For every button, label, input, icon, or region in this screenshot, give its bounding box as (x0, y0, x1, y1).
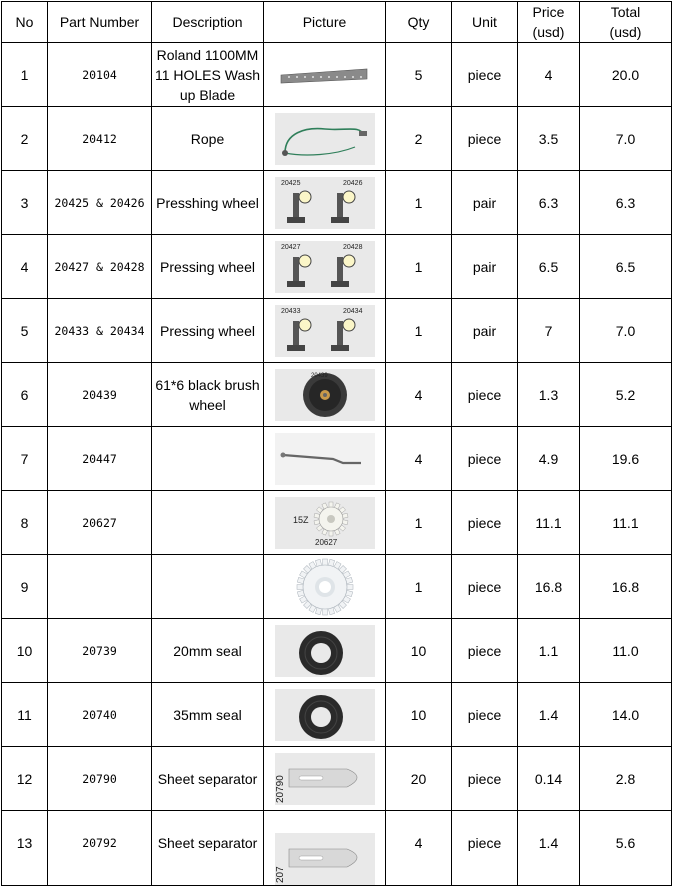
row-no: 6 (2, 363, 48, 427)
row-description: Pressing wheel (152, 299, 264, 363)
row-description: Pressing wheel (152, 235, 264, 299)
row-qty: 4 (386, 363, 452, 427)
row-unit: piece (452, 619, 518, 683)
row-qty: 1 (386, 299, 452, 363)
row-picture (264, 363, 386, 427)
row-no: 12 (2, 747, 48, 811)
row-picture (264, 43, 386, 107)
brush-wheel-icon (275, 369, 375, 421)
row-picture (264, 491, 386, 555)
row-picture (264, 427, 386, 491)
row-total: 14.0 (580, 683, 672, 747)
header-no: No (2, 2, 48, 43)
row-no: 13 (2, 811, 48, 886)
row-unit: piece (452, 363, 518, 427)
row-qty: 2 (386, 107, 452, 171)
row-part-number (48, 555, 152, 619)
header-price (518, 2, 580, 43)
row-part-number: 20740 (48, 683, 152, 747)
row-part-number: 20412 (48, 107, 152, 171)
pressing-wheel-icon (275, 305, 375, 357)
pressing-wheel-icon (275, 241, 375, 293)
svg-text:20427: 20427 (280, 243, 300, 251)
row-total: 6.5 (580, 235, 672, 299)
row-picture (264, 619, 386, 683)
table-row (2, 427, 672, 491)
row-total: 20.0 (580, 43, 672, 107)
row-price: 0.14 (518, 747, 580, 811)
row-price: 16.8 (518, 555, 580, 619)
row-qty: 1 (386, 491, 452, 555)
rod-icon (275, 433, 375, 485)
row-description: Roland 1100MM 11 HOLES Wash up Blade (152, 43, 264, 107)
row-part-number: 20739 (48, 619, 152, 683)
header-total-unit: (usd) (609, 24, 642, 40)
svg-text:20428: 20428 (342, 243, 362, 251)
row-unit: piece (452, 683, 518, 747)
row-total: 2.8 (580, 747, 672, 811)
row-no: 5 (2, 299, 48, 363)
row-unit: pair (452, 171, 518, 235)
row-qty: 20 (386, 747, 452, 811)
row-qty: 1 (386, 235, 452, 299)
svg-text:20425: 20425 (280, 179, 300, 187)
row-price: 1.1 (518, 619, 580, 683)
row-no: 2 (2, 107, 48, 171)
row-description: Rope (152, 107, 264, 171)
table-row (2, 43, 672, 107)
table-row (2, 491, 672, 555)
row-picture (264, 235, 386, 299)
table-row (2, 555, 672, 619)
row-description (152, 491, 264, 555)
row-part-number: 20447 (48, 427, 152, 491)
row-part-number: 20104 (48, 43, 152, 107)
svg-text:20426: 20426 (342, 179, 362, 187)
row-description: Sheet separator (152, 811, 264, 886)
row-price: 4 (518, 43, 580, 107)
row-description: Sheet separator (152, 747, 264, 811)
row-price: 1.3 (518, 363, 580, 427)
row-no: 1 (2, 43, 48, 107)
row-no: 8 (2, 491, 48, 555)
row-no: 3 (2, 171, 48, 235)
table-row (2, 683, 672, 747)
row-no: 11 (2, 683, 48, 747)
row-picture (264, 683, 386, 747)
wash-up-blade-icon (275, 49, 375, 101)
row-price: 6.3 (518, 171, 580, 235)
row-part-number: 20427 & 20428 (48, 235, 152, 299)
header-unit: Unit (452, 2, 518, 43)
header-description: Description (152, 2, 264, 43)
sheet-separator-icon (275, 833, 375, 885)
row-unit: piece (452, 43, 518, 107)
table-row (2, 235, 672, 299)
row-qty: 5 (386, 43, 452, 107)
row-total: 5.2 (580, 363, 672, 427)
row-price: 7 (518, 299, 580, 363)
table-row (2, 747, 672, 811)
row-price: 1.4 (518, 811, 580, 886)
seal-ring-icon (275, 689, 375, 741)
header-part-number: Part Number (48, 2, 152, 43)
row-price: 1.4 (518, 683, 580, 747)
svg-text:15Z: 15Z (292, 514, 309, 525)
table-row (2, 299, 672, 363)
row-description: 20mm seal (152, 619, 264, 683)
row-unit: piece (452, 811, 518, 886)
row-price: 6.5 (518, 235, 580, 299)
row-picture (264, 811, 386, 886)
row-total: 11.1 (580, 491, 672, 555)
row-description (152, 555, 264, 619)
row-qty: 4 (386, 427, 452, 491)
header-price-unit: (usd) (532, 24, 565, 40)
row-picture (264, 747, 386, 811)
seal-ring-icon (275, 625, 375, 677)
row-qty: 4 (386, 811, 452, 886)
table-row (2, 107, 672, 171)
svg-text:20434: 20434 (342, 307, 362, 315)
row-part-number: 20627 (48, 491, 152, 555)
row-total: 7.0 (580, 107, 672, 171)
row-description: 61*6 black brush wheel (152, 363, 264, 427)
row-picture (264, 107, 386, 171)
row-picture (264, 555, 386, 619)
svg-text:20439: 20439 (310, 372, 328, 379)
row-no: 4 (2, 235, 48, 299)
row-part-number: 20425 & 20426 (48, 171, 152, 235)
svg-text:20433: 20433 (280, 307, 300, 315)
row-unit: piece (452, 747, 518, 811)
table-row (2, 363, 672, 427)
row-part-number: 20790 (48, 747, 152, 811)
row-unit: piece (452, 427, 518, 491)
row-description: Presshing wheel (152, 171, 264, 235)
small-gear-icon (275, 497, 375, 549)
row-part-number: 20433 & 20434 (48, 299, 152, 363)
row-no: 7 (2, 427, 48, 491)
row-unit: pair (452, 299, 518, 363)
svg-text:20790: 20790 (274, 774, 286, 803)
row-total: 6.3 (580, 171, 672, 235)
row-total: 5.6 (580, 811, 672, 886)
header-total-label: Total (610, 4, 641, 20)
row-total: 16.8 (580, 555, 672, 619)
table-row (2, 619, 672, 683)
table-row (2, 171, 672, 235)
parts-price-table (1, 1, 672, 886)
rope-icon (275, 113, 375, 165)
row-qty: 10 (386, 683, 452, 747)
row-total: 19.6 (580, 427, 672, 491)
row-unit: piece (452, 555, 518, 619)
pressing-wheel-icon (275, 177, 375, 229)
table-row (2, 811, 672, 886)
sheet-separator-icon (275, 753, 375, 805)
header-picture: Picture (264, 2, 386, 43)
header-row (2, 2, 672, 43)
row-price: 4.9 (518, 427, 580, 491)
row-qty: 10 (386, 619, 452, 683)
header-qty: Qty (386, 2, 452, 43)
row-qty: 1 (386, 555, 452, 619)
row-part-number: 20439 (48, 363, 152, 427)
svg-text:20627: 20627 (314, 537, 337, 547)
row-description: 35mm seal (152, 683, 264, 747)
header-total (580, 2, 672, 43)
row-picture (264, 171, 386, 235)
row-unit: pair (452, 235, 518, 299)
row-no: 10 (2, 619, 48, 683)
header-price-label: Price (532, 4, 565, 20)
row-unit: piece (452, 491, 518, 555)
row-part-number: 20792 (48, 811, 152, 886)
row-total: 11.0 (580, 619, 672, 683)
svg-text:207: 207 (274, 866, 286, 883)
row-price: 11.1 (518, 491, 580, 555)
row-price: 3.5 (518, 107, 580, 171)
row-picture (264, 299, 386, 363)
row-unit: piece (452, 107, 518, 171)
row-description (152, 427, 264, 491)
row-qty: 1 (386, 171, 452, 235)
row-no: 9 (2, 555, 48, 619)
row-total: 7.0 (580, 299, 672, 363)
large-gear-icon (275, 557, 375, 617)
